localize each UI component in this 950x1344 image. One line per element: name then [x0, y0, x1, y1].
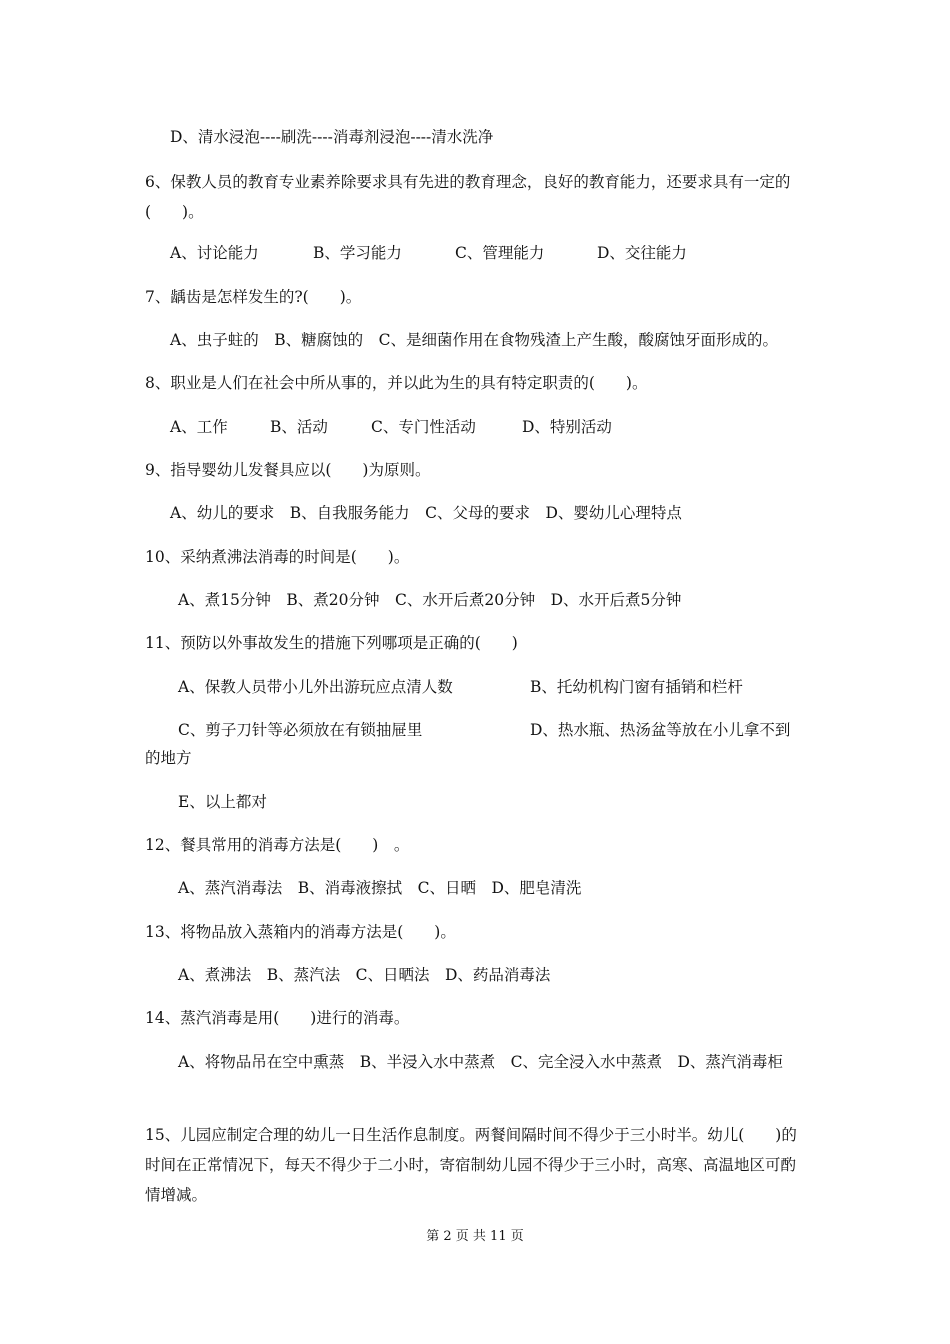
q12-options: A、蒸汽消毒法 B、消毒液擦拭 C、日晒 D、肥皂清洗 [178, 879, 582, 897]
question-6: 6、保教人员的教育专业素养除要求具有先进的教育理念，良好的教育能力，还要求具有一定的( )。 [145, 173, 791, 221]
q11-option-d: D、热水瓶、热汤盆等放在小儿拿不到 [530, 721, 791, 739]
question-7: 7、龋齿是怎样发生的?( )。 [145, 288, 362, 306]
q6-option-a: A、讨论能力 [170, 244, 259, 262]
q8-option-a: A、工作 [170, 418, 228, 436]
q7-options: A、虫子蛀的 B、糖腐蚀的 C、是细菌作用在食物残渣上产生酸，酸腐蚀牙面形成的。 [170, 331, 778, 349]
q11-option-e: E、以上都对 [178, 793, 267, 811]
question-10: 10、采纳煮沸法消毒的时间是( )。 [145, 548, 410, 566]
question-8: 8、职业是人们在社会中所从事的，并以此为生的具有特定职责的( )。 [145, 374, 648, 392]
q6-option-c: C、管理能力 [455, 244, 545, 262]
q6-option-d: D、交往能力 [597, 244, 687, 262]
q8-option-c: C、专门性活动 [371, 418, 476, 436]
q8-option-b: B、活动 [270, 418, 328, 436]
question-11: 11、预防以外事故发生的措施下列哪项是正确的( ) [145, 634, 518, 652]
q13-options: A、煮沸法 B、蒸汽法 C、日晒法 D、药品消毒法 [178, 966, 551, 984]
q14-options: A、将物品吊在空中熏蒸 B、半浸入水中蒸煮 C、完全浸入水中蒸煮 D、蒸汽消毒柜 [178, 1053, 783, 1071]
q11-option-c: C、剪子刀针等必须放在有锁抽屉里 [178, 721, 423, 739]
q5-option-d: D、清水浸泡----刷洗----消毒剂浸泡----清水洗净 [170, 128, 494, 146]
question-9: 9、指导婴幼儿发餐具应以( )为原则。 [145, 461, 431, 479]
q11-option-d-continued: 的地方 [145, 749, 192, 767]
q6-option-b: B、学习能力 [313, 244, 402, 262]
q11-option-a: A、保教人员带小儿外出游玩应点清人数 [178, 678, 453, 696]
q11-option-b: B、托幼机构门窗有插销和栏杆 [530, 678, 743, 696]
question-12: 12、餐具常用的消毒方法是( ) 。 [145, 836, 410, 854]
page-number: 第 2 页 共 11 页 [426, 1229, 524, 1244]
question-13: 13、将物品放入蒸箱内的消毒方法是( )。 [145, 923, 456, 941]
q8-option-d: D、特别活动 [522, 418, 612, 436]
question-15: 15、儿园应制定合理的幼儿一日生活作息制度。两餐间隔时间不得少于三小时半。幼儿( )的时间在正常情况下，每天不得少于二小时，寄宿制幼儿园不得少于三小时，高寒、高温地区可酌情增减。 [145, 1126, 797, 1204]
q9-options: A、幼儿的要求 B、自我服务能力 C、父母的要求 D、婴幼儿心理特点 [170, 504, 682, 522]
question-14: 14、蒸汽消毒是用( )进行的消毒。 [145, 1009, 410, 1027]
q10-options: A、煮15分钟 B、煮20分钟 C、水开后煮20分钟 D、水开后煮5分钟 [178, 591, 682, 609]
